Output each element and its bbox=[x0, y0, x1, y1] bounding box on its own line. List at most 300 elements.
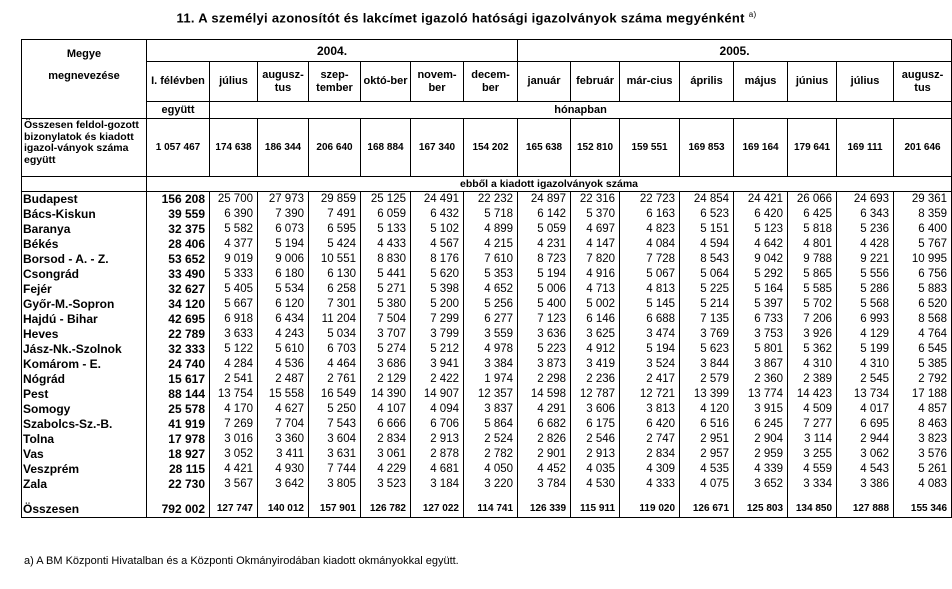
table-cell: 3 114 bbox=[788, 432, 837, 447]
table-cell: 3 799 bbox=[411, 327, 464, 342]
table-cell: 4 339 bbox=[734, 462, 788, 477]
county-name: Vas bbox=[22, 447, 147, 462]
table-cell: 22 730 bbox=[147, 477, 210, 492]
grand-total-cell: 134 850 bbox=[788, 500, 837, 518]
table-cell: 5 286 bbox=[837, 282, 894, 297]
table-row bbox=[22, 222, 952, 237]
table-cell: 7 728 bbox=[620, 252, 680, 267]
month-header: április bbox=[680, 62, 734, 102]
table-cell: 3 686 bbox=[361, 357, 411, 372]
table-cell: 6 432 bbox=[411, 207, 464, 222]
table-cell: 15 558 bbox=[258, 387, 309, 402]
table-cell: 3 576 bbox=[894, 447, 952, 462]
table-cell: 5 212 bbox=[411, 342, 464, 357]
table-cell: 4 642 bbox=[734, 237, 788, 252]
county-name: Fejér bbox=[22, 282, 147, 297]
table-cell: 25 578 bbox=[147, 402, 210, 417]
table-cell: 2 901 bbox=[518, 447, 571, 462]
table-cell: 4 801 bbox=[788, 237, 837, 252]
table-cell: 3 707 bbox=[361, 327, 411, 342]
table-cell: 4 978 bbox=[464, 342, 518, 357]
county-name: Hajdú - Bihar bbox=[22, 312, 147, 327]
table-cell: 5 767 bbox=[894, 237, 952, 252]
table-cell: 5 818 bbox=[788, 222, 837, 237]
table-cell: 3 805 bbox=[309, 477, 361, 492]
table-cell: 25 700 bbox=[210, 192, 258, 208]
table-cell: 5 256 bbox=[464, 297, 518, 312]
table-cell: 29 859 bbox=[309, 192, 361, 208]
table-cell: 6 523 bbox=[680, 207, 734, 222]
table-cell: 24 693 bbox=[837, 192, 894, 208]
table-cell: 5 006 bbox=[518, 282, 571, 297]
county-name: Csongrád bbox=[22, 267, 147, 282]
table-cell: 22 723 bbox=[620, 192, 680, 208]
table-cell: 2 422 bbox=[411, 372, 464, 387]
table-title bbox=[0, 10, 933, 25]
table-cell: 5 123 bbox=[734, 222, 788, 237]
table-cell: 2 782 bbox=[464, 447, 518, 462]
table-cell: 2 957 bbox=[680, 447, 734, 462]
table-cell: 9 006 bbox=[258, 252, 309, 267]
table-cell: 14 423 bbox=[788, 387, 837, 402]
table-cell: 4 017 bbox=[837, 402, 894, 417]
table-cell: 5 236 bbox=[837, 222, 894, 237]
table-cell: 4 075 bbox=[680, 477, 734, 492]
table-cell: 3 915 bbox=[734, 402, 788, 417]
table-cell: 8 463 bbox=[894, 417, 952, 432]
table-row bbox=[22, 252, 952, 267]
table-cell: 3 062 bbox=[837, 447, 894, 462]
county-name: Nógrád bbox=[22, 372, 147, 387]
spacer-cell bbox=[620, 492, 680, 500]
table-cell: 5 864 bbox=[464, 417, 518, 432]
table-row bbox=[22, 342, 952, 357]
table-cell: 24 854 bbox=[680, 192, 734, 208]
table-cell: 26 066 bbox=[788, 192, 837, 208]
table-row bbox=[22, 447, 952, 462]
grand-total-cell: 126 782 bbox=[361, 500, 411, 518]
table-row bbox=[22, 237, 952, 252]
table-cell: 6 434 bbox=[258, 312, 309, 327]
table-cell: 5 585 bbox=[788, 282, 837, 297]
table-cell: 5 133 bbox=[361, 222, 411, 237]
table-cell: 5 034 bbox=[309, 327, 361, 342]
total-processed-cell: 201 646 bbox=[894, 119, 952, 177]
county-name: Szabolcs-Sz.-B. bbox=[22, 417, 147, 432]
table-cell: 6 706 bbox=[411, 417, 464, 432]
county-name: Heves bbox=[22, 327, 147, 342]
table-cell: 34 120 bbox=[147, 297, 210, 312]
table-cell: 2 579 bbox=[680, 372, 734, 387]
table-cell: 8 830 bbox=[361, 252, 411, 267]
table-cell: 29 361 bbox=[894, 192, 952, 208]
table-cell: 5 333 bbox=[210, 267, 258, 282]
table-cell: 3 386 bbox=[837, 477, 894, 492]
table-row bbox=[22, 477, 952, 492]
table-cell: 13 754 bbox=[210, 387, 258, 402]
table-cell: 5 214 bbox=[680, 297, 734, 312]
table-cell: 6 175 bbox=[571, 417, 620, 432]
table-cell: 9 221 bbox=[837, 252, 894, 267]
county-name: Baranya bbox=[22, 222, 147, 237]
table-cell: 4 035 bbox=[571, 462, 620, 477]
grand-total-cell: 127 022 bbox=[411, 500, 464, 518]
table-cell: 17 978 bbox=[147, 432, 210, 447]
table-cell: 3 360 bbox=[258, 432, 309, 447]
table-cell: 9 019 bbox=[210, 252, 258, 267]
table-cell: 7 301 bbox=[309, 297, 361, 312]
county-name: Veszprém bbox=[22, 462, 147, 477]
table-cell: 6 733 bbox=[734, 312, 788, 327]
month-header: szep-tember bbox=[309, 62, 361, 102]
spacer-cell bbox=[361, 492, 411, 500]
table-cell: 25 125 bbox=[361, 192, 411, 208]
table-cell: 3 061 bbox=[361, 447, 411, 462]
county-name: Győr-M.-Sopron bbox=[22, 297, 147, 312]
table-cell: 3 334 bbox=[788, 477, 837, 492]
table-cell: 2 959 bbox=[734, 447, 788, 462]
table-row bbox=[22, 207, 952, 222]
table-cell: 7 491 bbox=[309, 207, 361, 222]
county-name: Pest bbox=[22, 387, 147, 402]
total-processed-cell: 206 640 bbox=[309, 119, 361, 177]
county-name: Zala bbox=[22, 477, 147, 492]
table-cell: 5 164 bbox=[734, 282, 788, 297]
table-row bbox=[22, 312, 952, 327]
table-cell: 5 151 bbox=[680, 222, 734, 237]
table-cell: 13 774 bbox=[734, 387, 788, 402]
table-row bbox=[22, 297, 952, 312]
table-cell: 8 723 bbox=[518, 252, 571, 267]
monthly-header: hónapban bbox=[210, 102, 952, 119]
table-cell: 33 490 bbox=[147, 267, 210, 282]
table-cell: 3 384 bbox=[464, 357, 518, 372]
table-cell: 4 309 bbox=[620, 462, 680, 477]
table-cell: 2 834 bbox=[361, 432, 411, 447]
table-cell: 4 310 bbox=[788, 357, 837, 372]
table-cell: 3 769 bbox=[680, 327, 734, 342]
table-cell: 5 200 bbox=[411, 297, 464, 312]
month-header: július bbox=[837, 62, 894, 102]
table-cell: 5 292 bbox=[734, 267, 788, 282]
table-cell: 4 377 bbox=[210, 237, 258, 252]
table-cell: 6 073 bbox=[258, 222, 309, 237]
table-cell: 4 147 bbox=[571, 237, 620, 252]
table-cell: 6 180 bbox=[258, 267, 309, 282]
together-header: együtt bbox=[147, 102, 210, 119]
subheader-spacer bbox=[22, 177, 147, 192]
table-cell: 4 912 bbox=[571, 342, 620, 357]
table-cell: 3 016 bbox=[210, 432, 258, 447]
table-cell: 2 792 bbox=[894, 372, 952, 387]
county-name: Békés bbox=[22, 237, 147, 252]
total-processed-cell: 1 057 467 bbox=[147, 119, 210, 177]
table-cell: 24 421 bbox=[734, 192, 788, 208]
spacer-cell bbox=[734, 492, 788, 500]
table-cell: 4 129 bbox=[837, 327, 894, 342]
table-cell: 2 747 bbox=[620, 432, 680, 447]
table-cell: 3 631 bbox=[309, 447, 361, 462]
grand-total-cell: 119 020 bbox=[620, 500, 680, 518]
spacer-cell bbox=[680, 492, 734, 500]
table-cell: 6 390 bbox=[210, 207, 258, 222]
table-cell: 2 834 bbox=[620, 447, 680, 462]
table-cell: 5 385 bbox=[894, 357, 952, 372]
table-cell: 3 642 bbox=[258, 477, 309, 492]
grand-total-cell: 155 346 bbox=[894, 500, 952, 518]
table-cell: 6 420 bbox=[734, 207, 788, 222]
grand-total-cell: 126 339 bbox=[518, 500, 571, 518]
table-cell: 2 236 bbox=[571, 372, 620, 387]
table-cell: 9 042 bbox=[734, 252, 788, 267]
table-cell: 6 682 bbox=[518, 417, 571, 432]
table-cell: 5 556 bbox=[837, 267, 894, 282]
table-cell: 6 545 bbox=[894, 342, 952, 357]
table-cell: 5 623 bbox=[680, 342, 734, 357]
table-cell: 24 897 bbox=[518, 192, 571, 208]
table-cell: 5 362 bbox=[788, 342, 837, 357]
spacer-cell bbox=[22, 492, 147, 500]
total-processed-cell: 174 638 bbox=[210, 119, 258, 177]
grand-total-cell: 114 741 bbox=[464, 500, 518, 518]
table-cell: 3 474 bbox=[620, 327, 680, 342]
table-cell: 4 930 bbox=[258, 462, 309, 477]
grand-total-cell: 127 888 bbox=[837, 500, 894, 518]
table-cell: 4 284 bbox=[210, 357, 258, 372]
table-cell: 3 633 bbox=[210, 327, 258, 342]
table-cell: 6 400 bbox=[894, 222, 952, 237]
table-cell: 7 206 bbox=[788, 312, 837, 327]
table-cell: 14 907 bbox=[411, 387, 464, 402]
table-cell: 2 360 bbox=[734, 372, 788, 387]
grand-total-cell: 115 911 bbox=[571, 500, 620, 518]
table-cell: 3 867 bbox=[734, 357, 788, 372]
table-cell: 2 826 bbox=[518, 432, 571, 447]
table-cell: 3 559 bbox=[464, 327, 518, 342]
table-cell: 4 094 bbox=[411, 402, 464, 417]
table-row bbox=[22, 387, 952, 402]
total-processed-cell: 167 340 bbox=[411, 119, 464, 177]
table-cell: 16 549 bbox=[309, 387, 361, 402]
table-cell: 3 255 bbox=[788, 447, 837, 462]
table-cell: 4 231 bbox=[518, 237, 571, 252]
table-cell: 4 530 bbox=[571, 477, 620, 492]
table-cell: 3 784 bbox=[518, 477, 571, 492]
table-cell: 4 050 bbox=[464, 462, 518, 477]
table-cell: 3 220 bbox=[464, 477, 518, 492]
total-processed-cell: 169 164 bbox=[734, 119, 788, 177]
table-cell: 4 509 bbox=[788, 402, 837, 417]
table-cell: 2 878 bbox=[411, 447, 464, 462]
table-cell: 6 520 bbox=[894, 297, 952, 312]
total-processed-label: Összesen feldol-gozott bizonylatok és kiadott igazol-ványok száma együtt bbox=[22, 119, 147, 177]
year-2004-header: 2004. bbox=[147, 40, 518, 62]
table-cell: 7 277 bbox=[788, 417, 837, 432]
table-cell: 5 405 bbox=[210, 282, 258, 297]
table-cell: 8 568 bbox=[894, 312, 952, 327]
table-cell: 5 865 bbox=[788, 267, 837, 282]
table-cell: 4 464 bbox=[309, 357, 361, 372]
table-cell: 2 487 bbox=[258, 372, 309, 387]
table-cell: 5 380 bbox=[361, 297, 411, 312]
table-cell: 24 740 bbox=[147, 357, 210, 372]
table-cell: 3 926 bbox=[788, 327, 837, 342]
table-cell: 3 524 bbox=[620, 357, 680, 372]
table-cell: 17 188 bbox=[894, 387, 952, 402]
month-header: június bbox=[788, 62, 837, 102]
table-cell: 4 559 bbox=[788, 462, 837, 477]
table-cell: 4 433 bbox=[361, 237, 411, 252]
total-processed-cell: 154 202 bbox=[464, 119, 518, 177]
county-name: Bács-Kiskun bbox=[22, 207, 147, 222]
table-cell: 28 406 bbox=[147, 237, 210, 252]
table-cell: 10 551 bbox=[309, 252, 361, 267]
table-cell: 5 225 bbox=[680, 282, 734, 297]
table-cell: 7 390 bbox=[258, 207, 309, 222]
county-name: Somogy bbox=[22, 402, 147, 417]
county-header-line1: Megye bbox=[66, 48, 102, 60]
table-cell: 3 411 bbox=[258, 447, 309, 462]
table-cell: 13 734 bbox=[837, 387, 894, 402]
table-cell: 5 801 bbox=[734, 342, 788, 357]
table-cell: 5 534 bbox=[258, 282, 309, 297]
table-cell: 4 697 bbox=[571, 222, 620, 237]
grand-total-row bbox=[22, 500, 952, 518]
county-name: Tolna bbox=[22, 432, 147, 447]
month-header: I. félévben bbox=[147, 62, 210, 102]
table-cell: 6 695 bbox=[837, 417, 894, 432]
table-cell: 4 594 bbox=[680, 237, 734, 252]
spacer-cell bbox=[518, 492, 571, 500]
spacer-cell bbox=[571, 492, 620, 500]
table-cell: 4 627 bbox=[258, 402, 309, 417]
table-row bbox=[22, 402, 952, 417]
table-cell: 6 425 bbox=[788, 207, 837, 222]
table-cell: 2 761 bbox=[309, 372, 361, 387]
table-cell: 5 223 bbox=[518, 342, 571, 357]
total-processed-cell: 179 641 bbox=[788, 119, 837, 177]
table-cell: 7 744 bbox=[309, 462, 361, 477]
table-cell: 7 543 bbox=[309, 417, 361, 432]
month-header: augusz-tus bbox=[258, 62, 309, 102]
table-cell: 5 271 bbox=[361, 282, 411, 297]
total-processed-cell: 169 853 bbox=[680, 119, 734, 177]
table-cell: 4 916 bbox=[571, 267, 620, 282]
year-2005-header: 2005. bbox=[518, 40, 952, 62]
table-cell: 4 229 bbox=[361, 462, 411, 477]
table-cell: 4 428 bbox=[837, 237, 894, 252]
table-cell: 6 245 bbox=[734, 417, 788, 432]
spacer-cell bbox=[147, 492, 210, 500]
table-cell: 5 702 bbox=[788, 297, 837, 312]
table-cell: 4 813 bbox=[620, 282, 680, 297]
table-cell: 42 695 bbox=[147, 312, 210, 327]
table-cell: 2 129 bbox=[361, 372, 411, 387]
spacer-cell bbox=[837, 492, 894, 500]
table-cell: 6 146 bbox=[571, 312, 620, 327]
table-cell: 1 974 bbox=[464, 372, 518, 387]
table-cell: 7 135 bbox=[680, 312, 734, 327]
table-cell: 5 610 bbox=[258, 342, 309, 357]
table-cell: 5 122 bbox=[210, 342, 258, 357]
total-processed-cell: 169 111 bbox=[837, 119, 894, 177]
table-cell: 6 516 bbox=[680, 417, 734, 432]
table-cell: 5 883 bbox=[894, 282, 952, 297]
spacer-cell bbox=[411, 492, 464, 500]
table-cell: 24 491 bbox=[411, 192, 464, 208]
table-cell: 12 721 bbox=[620, 387, 680, 402]
county-name: Budapest bbox=[22, 192, 147, 208]
table-cell: 4 899 bbox=[464, 222, 518, 237]
table-row bbox=[22, 417, 952, 432]
issued-subheader: ebből a kiadott igazolványok száma bbox=[147, 177, 952, 192]
table-cell: 5 582 bbox=[210, 222, 258, 237]
table-cell: 6 142 bbox=[518, 207, 571, 222]
month-header: már-cius bbox=[620, 62, 680, 102]
table-cell: 3 625 bbox=[571, 327, 620, 342]
table-cell: 22 316 bbox=[571, 192, 620, 208]
footnote: a) A BM Központi Hivatalban és a Központi Okmányirodában kiadott okmányokkal együtt. bbox=[24, 555, 459, 567]
total-processed-cell: 168 884 bbox=[361, 119, 411, 177]
table-cell: 6 343 bbox=[837, 207, 894, 222]
table-cell: 3 823 bbox=[894, 432, 952, 447]
table-cell: 5 067 bbox=[620, 267, 680, 282]
month-header: május bbox=[734, 62, 788, 102]
table-cell: 5 353 bbox=[464, 267, 518, 282]
table-cell: 88 144 bbox=[147, 387, 210, 402]
spacer-row bbox=[22, 492, 952, 500]
month-header-row bbox=[22, 62, 952, 102]
table-cell: 13 399 bbox=[680, 387, 734, 402]
month-header: októ-ber bbox=[361, 62, 411, 102]
table-cell: 7 704 bbox=[258, 417, 309, 432]
table-cell: 5 370 bbox=[571, 207, 620, 222]
table-cell: 5 400 bbox=[518, 297, 571, 312]
table-cell: 2 298 bbox=[518, 372, 571, 387]
table-cell: 2 541 bbox=[210, 372, 258, 387]
table-cell: 7 299 bbox=[411, 312, 464, 327]
table-cell: 6 120 bbox=[258, 297, 309, 312]
table-cell: 4 215 bbox=[464, 237, 518, 252]
county-name: Jász-Nk.-Szolnok bbox=[22, 342, 147, 357]
table-cell: 2 944 bbox=[837, 432, 894, 447]
county-name: Borsod - A. - Z. bbox=[22, 252, 147, 267]
table-cell: 156 208 bbox=[147, 192, 210, 208]
table-cell: 32 375 bbox=[147, 222, 210, 237]
grand-total-cell: 140 012 bbox=[258, 500, 309, 518]
table-cell: 2 913 bbox=[411, 432, 464, 447]
statistics-table bbox=[21, 39, 952, 518]
table-cell: 9 788 bbox=[788, 252, 837, 267]
table-cell: 22 232 bbox=[464, 192, 518, 208]
table-cell: 4 310 bbox=[837, 357, 894, 372]
spacer-cell bbox=[309, 492, 361, 500]
table-cell: 4 567 bbox=[411, 237, 464, 252]
table-cell: 4 681 bbox=[411, 462, 464, 477]
table-cell: 7 610 bbox=[464, 252, 518, 267]
table-cell: 28 115 bbox=[147, 462, 210, 477]
table-cell: 12 357 bbox=[464, 387, 518, 402]
table-cell: 27 973 bbox=[258, 192, 309, 208]
table-cell: 4 543 bbox=[837, 462, 894, 477]
table-cell: 6 130 bbox=[309, 267, 361, 282]
table-cell: 5 568 bbox=[837, 297, 894, 312]
table-cell: 4 652 bbox=[464, 282, 518, 297]
table-cell: 6 756 bbox=[894, 267, 952, 282]
table-row bbox=[22, 357, 952, 372]
title-footnote-marker: a) bbox=[748, 10, 757, 19]
table-cell: 5 441 bbox=[361, 267, 411, 282]
